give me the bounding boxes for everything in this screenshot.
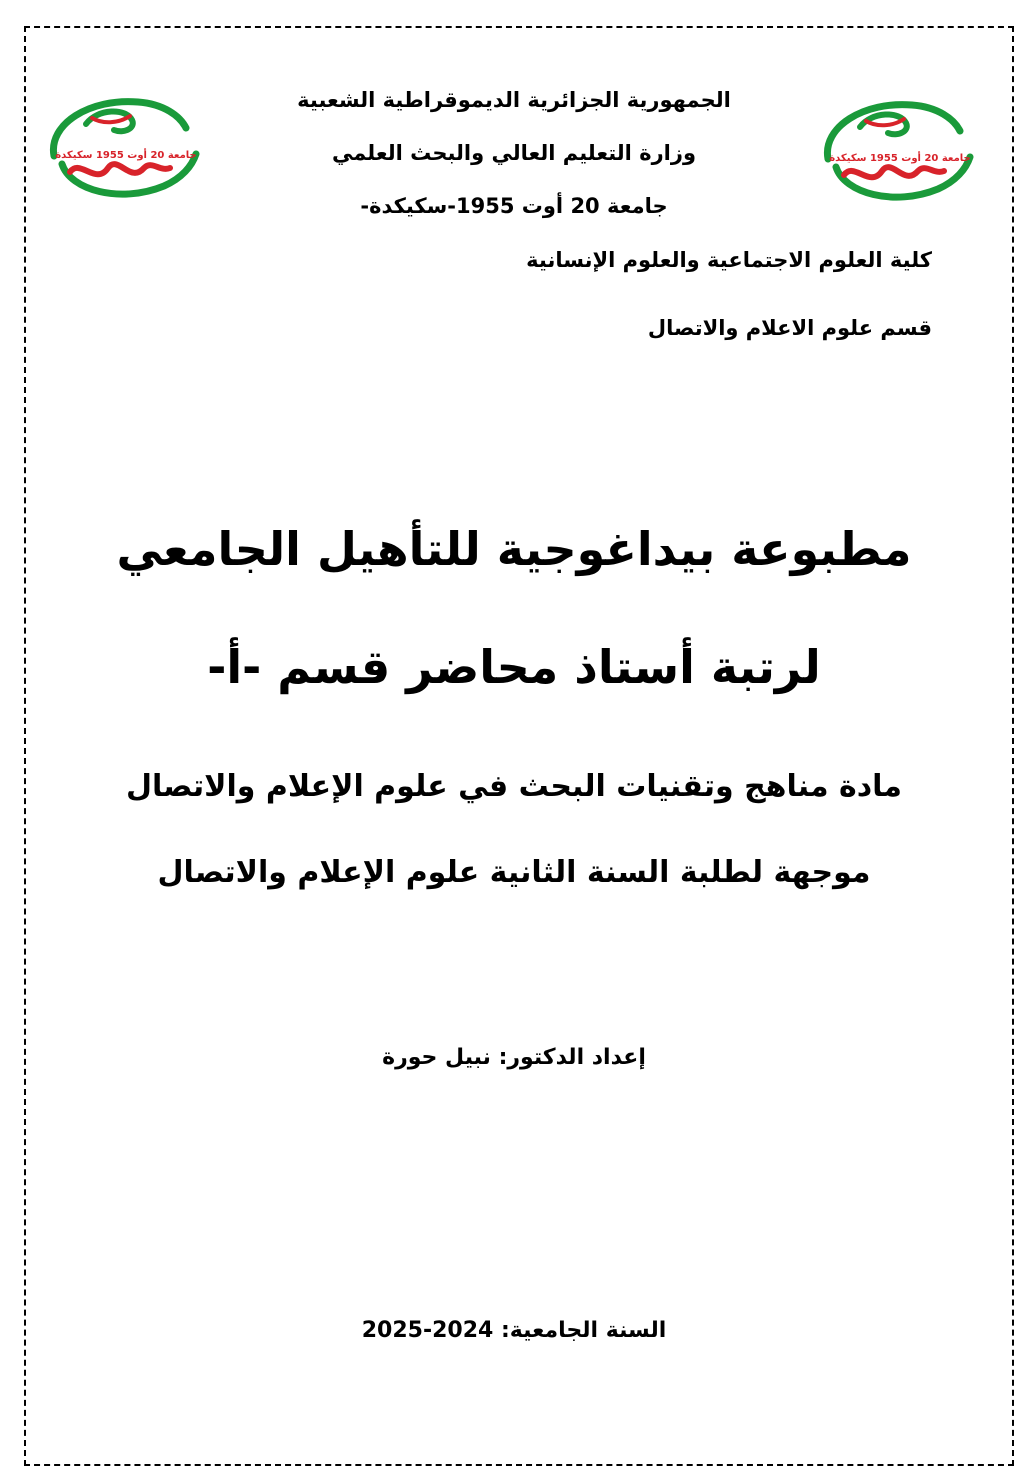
audience-title: موجهة لطلبة السنة الثانية علوم الإعلام والاتصال — [157, 855, 871, 890]
republic-name: الجمهورية الجزائرية الديموقراطية الشعبية — [297, 88, 731, 112]
subject-title: مادة مناهج وتقنيات البحث في علوم الإعلام والاتصال — [126, 769, 902, 804]
ministry-name: وزارة التعليم العالي والبحث العلمي — [331, 141, 697, 165]
logo-text: جامعة 20 أوت 1955 سكيكدة — [55, 150, 197, 161]
university-name: جامعة 20 أوت 1955-سكيكدة- — [360, 194, 668, 218]
main-title-line-2: لرتبة أستاذ محاضر قسم -أ- — [207, 640, 821, 694]
logo-text: جامعة 20 أوت 1955 سكيكدة — [829, 153, 971, 164]
main-title-line-1: مطبوعة بيداغوجية للتأهيل الجامعي — [116, 522, 912, 576]
academic-year: السنة الجامعية: 2024-2025 — [361, 1318, 667, 1343]
author-line: إعداد الدكتور: نبيل حورة — [382, 1045, 646, 1070]
department-name: قسم علوم الاعلام والاتصال — [647, 316, 932, 340]
faculty-name: كلية العلوم الاجتماعية والعلوم الإنسانية — [526, 248, 932, 272]
page-border — [24, 26, 1014, 1466]
